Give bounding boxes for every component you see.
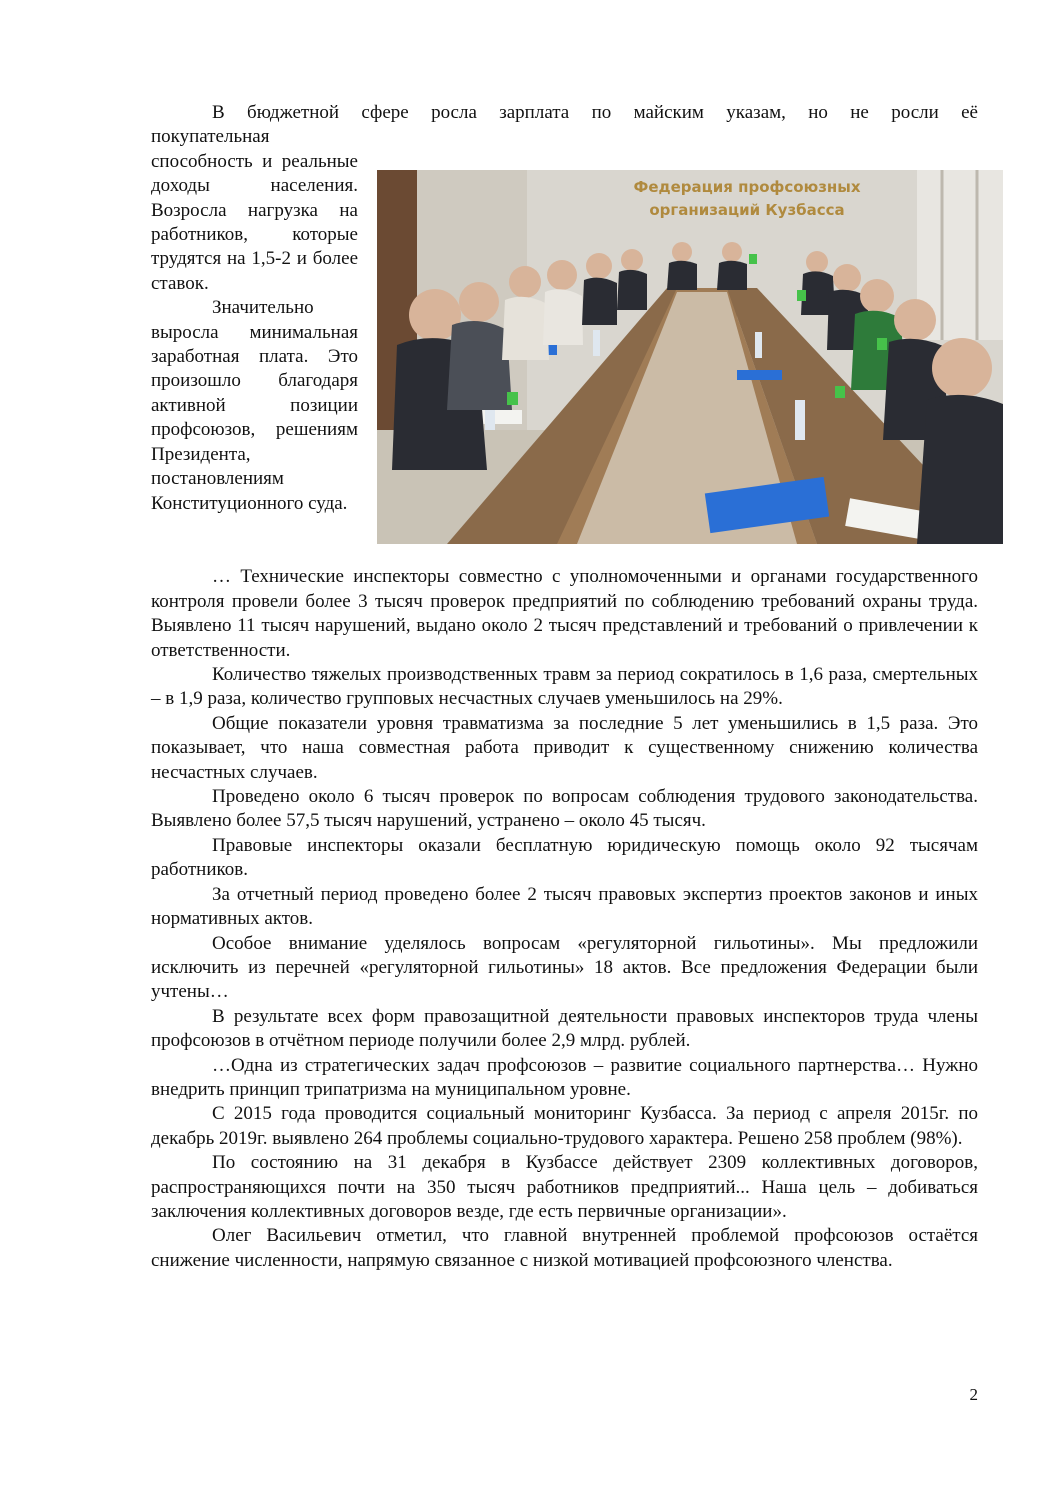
wall-sign-line1: Федерация профсоюзных bbox=[633, 178, 861, 197]
paragraph: За отчетный период проведено более 2 тысяч правовых экспертиз проектов законов и иных нормативных актов. bbox=[151, 883, 978, 930]
paragraph: В результате всех форм правозащитной деятельности правовых инспекторов труда члены профсоюзов в отчётном периоде получили более 2,9 млрд. рублей. bbox=[151, 1005, 978, 1052]
left-column-paragraph-1: покупательная способность и реальные доходы населения. Возросла нагрузка на работников, которые трудятся на 1,5-2 и более ставок. bbox=[151, 126, 358, 294]
paragraph: Олег Васильевич отметил, что главной внутренней проблемой профсоюзов остаётся снижение численности, напрямую связанное с низкой мотивацией профсоюзного членства. bbox=[151, 1225, 978, 1271]
intro-line: В бюджетной сфере росла зарплата по майским указам, но не росли её bbox=[212, 102, 978, 123]
text-with-photo bbox=[151, 125, 978, 565]
paragraph: По состоянию на 31 декабря в Кузбассе действует 2309 коллективных договоров, распространяющихся почти на 350 тысяч работников предприятий... Наша цель – добиваться заключения коллективных договоров везде, где есть первичные организации». bbox=[151, 1152, 978, 1222]
left-column-paragraph-2: Значительно выросла минимальная заработная плата. Это произошло благодаря активной позиции профсоюзов, решениям Президента, постановлениям Конституционного суда. bbox=[151, 297, 358, 514]
paragraph: …Одна из стратегических задач профсоюзов – развитие социального партнерства… Нужно внедрить принцип трипатризма на муниципальном уровне. bbox=[151, 1054, 978, 1100]
paragraph: Общие показатели уровня травматизма за последние 5 лет уменьшились в 1,5 раза. Это показывает, что наша совместная работа приводит к существенному снижению количества несчастных случаев. bbox=[151, 712, 978, 783]
body-text bbox=[151, 565, 978, 1273]
left-column bbox=[151, 125, 358, 516]
paragraph: Проведено около 6 тысяч проверок по вопросам соблюдения трудового законодательства. Выявлено более 57,5 тысяч нарушений, устранено – около 45 тысяч. bbox=[151, 786, 978, 832]
paragraph: Количество тяжелых производственных травм за период сократилось в 1,6 раза, смертельных – в 1,9 раза, количество групповых несчастных случаев уменьшилось на 29%. bbox=[151, 664, 978, 710]
wall-sign-line2: организаций Кузбасса bbox=[649, 201, 845, 220]
paragraph: Правовые инспекторы оказали бесплатную юридическую помощь около 92 тысячам работников. bbox=[151, 834, 978, 881]
paragraph: … Технические инспекторы совместно с уполномоченными и органами государственного контроля провели более 3 тысяч проверок предприятий по соблюдению требований охраны труда. Выявлено 11 тысяч нарушений, выдано около 2 тысяч представлений и требований о привлечении к ответственности. bbox=[151, 566, 978, 661]
paragraph: С 2015 года проводится социальный мониторинг Кузбасса. За период с апреля 2015г. по декабрь 2019г. выявлено 264 проблемы социально-трудового характера. Решено 258 проблем (98%). bbox=[151, 1103, 978, 1149]
meeting-photo bbox=[377, 170, 1003, 544]
page-number: 2 bbox=[969, 1385, 978, 1404]
paragraph: Особое внимание уделялось вопросам «регуляторной гильотины». Мы предложили исключить из перечней «регуляторной гильотины» 18 актов. Все предложения Федерации были учтены… bbox=[151, 932, 978, 1003]
document-page bbox=[151, 101, 978, 1273]
